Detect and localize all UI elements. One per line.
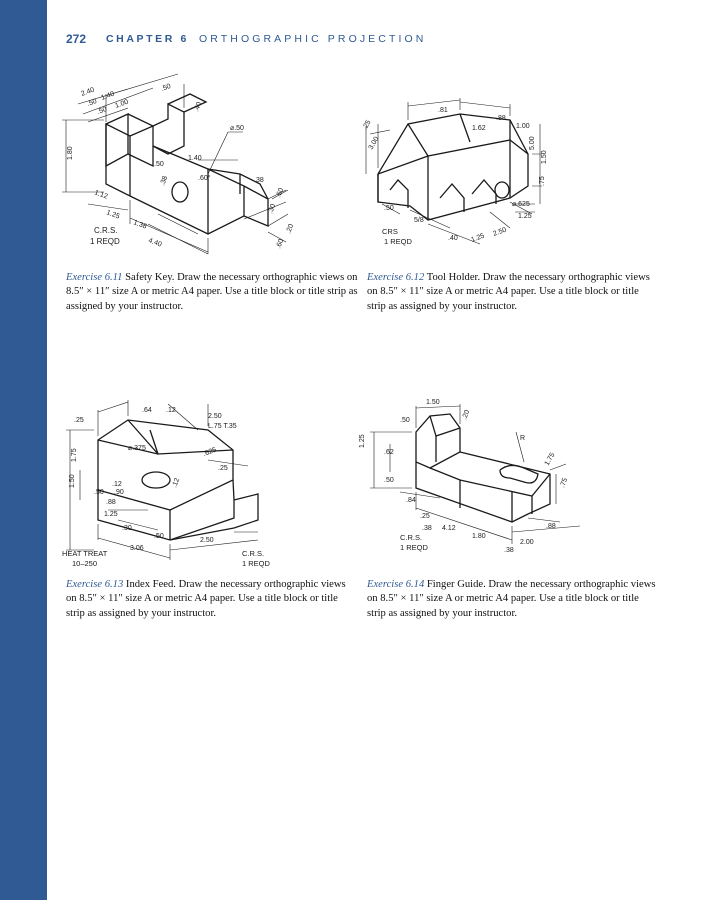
svg-text:1.25: 1.25: [104, 511, 118, 518]
svg-text:.40: .40: [448, 235, 458, 242]
note-material: CRS: [382, 227, 398, 236]
svg-text:1.40: 1.40: [100, 90, 116, 102]
svg-text:1.62: 1.62: [472, 125, 486, 132]
svg-text:3.06: 3.06: [130, 545, 144, 552]
svg-text:.25: .25: [74, 417, 84, 424]
svg-text:1.50: 1.50: [69, 474, 76, 488]
exercise-caption-6-13: [66, 578, 358, 621]
note-quantity: 1 REQD: [384, 237, 412, 246]
note-heat-treat: HEAT TREAT: [62, 549, 108, 558]
exercise-label: Exercise 6.14: [367, 579, 425, 590]
note-material: C.R.S.: [242, 549, 265, 558]
svg-text:.50: .50: [86, 97, 98, 108]
svg-text:.50: .50: [384, 477, 394, 484]
svg-text:1.25: 1.25: [470, 232, 486, 244]
exercise-label: Exercise 6.13: [66, 579, 124, 590]
svg-text:1.75: 1.75: [71, 448, 78, 462]
svg-text:3.00: 3.00: [367, 135, 381, 151]
svg-text:.62: .62: [384, 449, 394, 456]
svg-text:.50: .50: [94, 489, 104, 496]
note-quantity: 1 REQD: [90, 237, 120, 246]
svg-text:.50: .50: [154, 161, 164, 168]
svg-text:1.80: 1.80: [67, 146, 74, 160]
svg-text:2.50: 2.50: [492, 226, 508, 238]
figure-index-feed: [58, 390, 348, 575]
svg-text:.38: .38: [159, 175, 170, 187]
svg-text:.50: .50: [160, 82, 172, 93]
svg-text:.25: .25: [420, 513, 430, 520]
svg-text:L.75 T.35: L.75 T.35: [208, 423, 237, 430]
svg-text:.20: .20: [285, 223, 296, 235]
svg-text:1.75: 1.75: [543, 451, 557, 467]
svg-text:.38: .38: [504, 547, 514, 554]
exercise-label: Exercise 6.12: [367, 272, 425, 283]
svg-text:.25: .25: [361, 119, 373, 131]
chapter-label: CHAPTER 6: [106, 33, 189, 45]
chapter-sidebar: [0, 0, 47, 900]
svg-text:1.38: 1.38: [132, 219, 148, 231]
svg-text:1.80: 1.80: [472, 533, 486, 540]
page-number: 272: [66, 32, 87, 46]
note-material: C.R.S.: [400, 533, 423, 542]
svg-text:.12: .12: [171, 477, 182, 489]
svg-text:⌀.375: ⌀.375: [128, 445, 146, 452]
svg-text:.40: .40: [193, 101, 204, 113]
note-quantity: 1 REQD: [242, 559, 270, 568]
svg-text:⌀.50: ⌀.50: [230, 125, 244, 132]
svg-text:.64: .64: [142, 407, 152, 414]
svg-text:.84: .84: [406, 497, 416, 504]
svg-text:⌀.625: ⌀.625: [512, 201, 530, 208]
note-quantity: 1 REQD: [400, 543, 428, 552]
exercise-text: Finger Guide. Draw the necessary orthographic views on 8.5″ × 11″ size A or metric A4 paper. Use a title block or title strip as assigned by your instructor.: [367, 579, 656, 619]
exercise-caption-6-14: [367, 578, 659, 621]
svg-text:R: R: [520, 435, 526, 442]
svg-text:2.50: 2.50: [208, 413, 222, 420]
svg-text:1.25: 1.25: [105, 209, 121, 221]
svg-text:.38: .38: [422, 525, 432, 532]
svg-text:.90: .90: [114, 489, 124, 496]
svg-text:1.50: 1.50: [541, 150, 548, 164]
svg-text:.88: .88: [106, 499, 116, 506]
svg-text:.30: .30: [267, 203, 278, 215]
svg-text:1.00: 1.00: [516, 123, 530, 130]
exercise-text: Tool Holder. Draw the necessary orthographic views on 8.5″ × 11″ size A or metric A4 paper. Use a title block or title strip as assigned by your instructor.: [367, 272, 650, 312]
exercise-text: Safety Key. Draw the necessary orthographic views on 8.5″ × 11″ size A or metric A4 paper. Use a title block or title strip as assigned by your instructor.: [66, 272, 358, 312]
svg-text:.30: .30: [122, 525, 132, 532]
svg-text:.60: .60: [275, 187, 286, 199]
svg-text:2.50: 2.50: [200, 537, 214, 544]
svg-text:.50: .50: [154, 533, 164, 540]
svg-text:.20: .20: [461, 409, 472, 421]
exercise-caption-6-11: [66, 271, 358, 314]
svg-text:4.40: 4.40: [147, 237, 163, 249]
svg-text:1.25: 1.25: [518, 213, 532, 220]
exercise-label: Exercise 6.11: [66, 272, 123, 283]
svg-text:.88: .88: [496, 115, 506, 122]
svg-text:1.25: 1.25: [359, 434, 366, 448]
svg-text:2.40: 2.40: [80, 86, 96, 98]
svg-text:.75: .75: [559, 477, 570, 489]
svg-text:.12: .12: [166, 407, 176, 414]
svg-text:5/8: 5/8: [414, 217, 424, 224]
svg-text:.81: .81: [438, 107, 448, 114]
svg-text:5.00: 5.00: [529, 136, 536, 150]
svg-text:.60°: .60°: [198, 175, 211, 182]
svg-text:.12: .12: [112, 481, 122, 488]
svg-text:.38: .38: [254, 177, 264, 184]
note-material: C.R.S.: [94, 226, 118, 235]
svg-text:1.50: 1.50: [426, 399, 440, 406]
svg-text:.625: .625: [202, 446, 218, 458]
svg-text:.88: .88: [546, 523, 556, 530]
svg-text:4.12: 4.12: [442, 525, 456, 532]
svg-text:1.40: 1.40: [188, 155, 202, 162]
exercise-text: Index Feed. Draw the necessary orthographic views on 8.5″ × 11″ size A or metric A4 paper. Use a title block or title strip as assigned by your instructor.: [66, 579, 346, 619]
figure-finger-guide: [360, 392, 650, 567]
note-hardness: 10–250: [72, 559, 98, 568]
svg-text:.75: .75: [539, 176, 546, 186]
figure-tool-holder: [360, 94, 650, 264]
svg-text:.60: .60: [275, 238, 286, 250]
svg-text:.25: .25: [218, 465, 228, 472]
chapter-title: ORTHOGRAPHIC PROJECTION: [199, 33, 427, 45]
svg-text:.50: .50: [400, 417, 410, 424]
figure-safety-key: [58, 74, 348, 264]
svg-text:1.00: 1.00: [114, 98, 130, 110]
svg-text:1.12: 1.12: [93, 189, 109, 201]
svg-text:2.00: 2.00: [520, 539, 534, 546]
svg-text:.50: .50: [384, 205, 394, 212]
exercise-caption-6-12: [367, 271, 659, 314]
svg-text:.50: .50: [96, 105, 108, 116]
